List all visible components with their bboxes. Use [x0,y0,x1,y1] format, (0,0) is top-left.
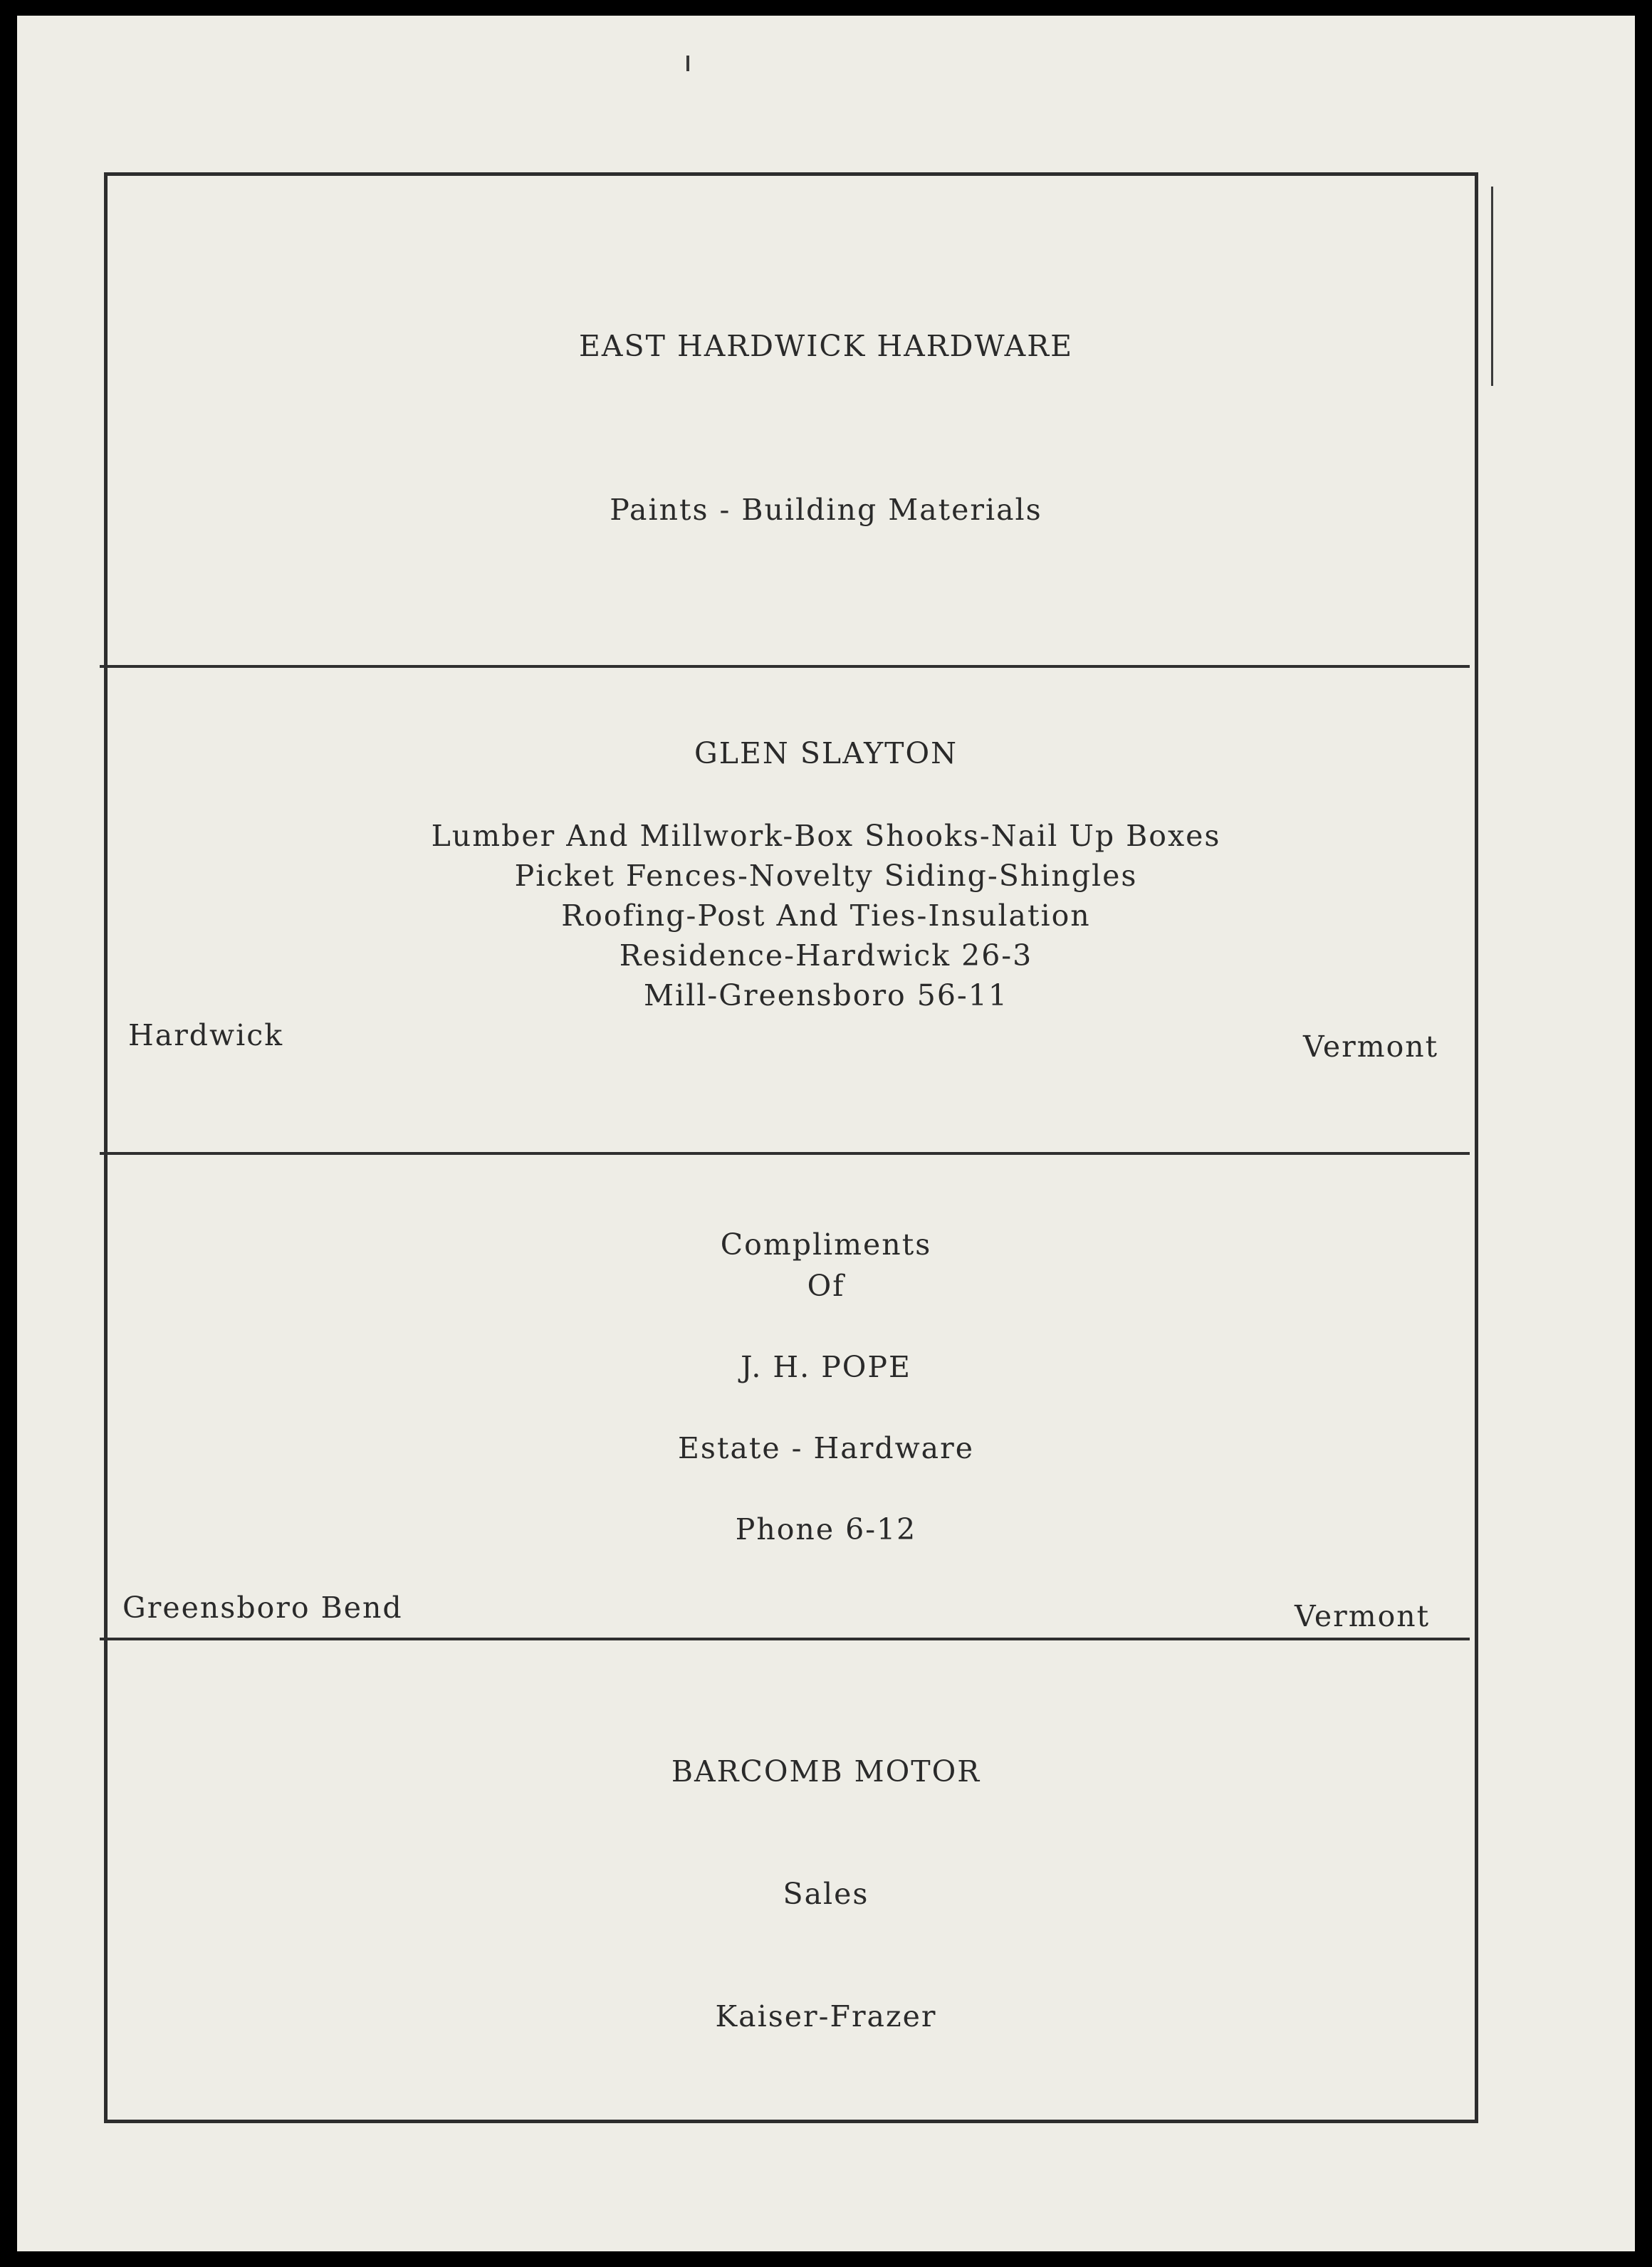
pope-tagline: Estate - Hardware [678,1431,974,1465]
barcomb-motor-tagline: Sales [783,1877,869,1911]
print-speck [686,56,689,71]
barcomb-motor-title: BARCOMB MOTOR [671,1754,981,1789]
pope-title: J. H. POPE [741,1350,911,1384]
section-divider [100,665,1470,668]
glen-slayton-line: Mill-Greensboro 56-11 [644,978,1008,1012]
ad-page-border [104,172,1478,2123]
barcomb-motor-brand: Kaiser-Frazer [715,1999,937,2033]
pope-phone: Phone 6-12 [735,1512,917,1546]
pope-town: Greensboro Bend [122,1591,403,1625]
section-divider [100,1152,1470,1155]
section-divider [100,1638,1470,1640]
east-hardwick-hardware-title: EAST HARDWICK HARDWARE [578,329,1074,363]
glen-slayton-line: Lumber And Millwork-Box Shooks-Nail Up Boxes [431,819,1221,853]
pope-state: Vermont [1295,1599,1431,1633]
glen-slayton-line: Roofing-Post And Ties-Insulation [561,899,1091,933]
pope-of: Of [807,1269,845,1303]
pope-compliments: Compliments [720,1227,932,1262]
glen-slayton-title: GLEN SLAYTON [694,736,958,770]
glen-slayton-town: Hardwick [128,1018,284,1052]
glen-slayton-line: Picket Fences-Novelty Siding-Shingles [514,859,1138,893]
glen-slayton-line: Residence-Hardwick 26-3 [619,938,1033,973]
glen-slayton-state: Vermont [1303,1030,1439,1064]
east-hardwick-hardware-tagline: Paints - Building Materials [610,493,1042,527]
